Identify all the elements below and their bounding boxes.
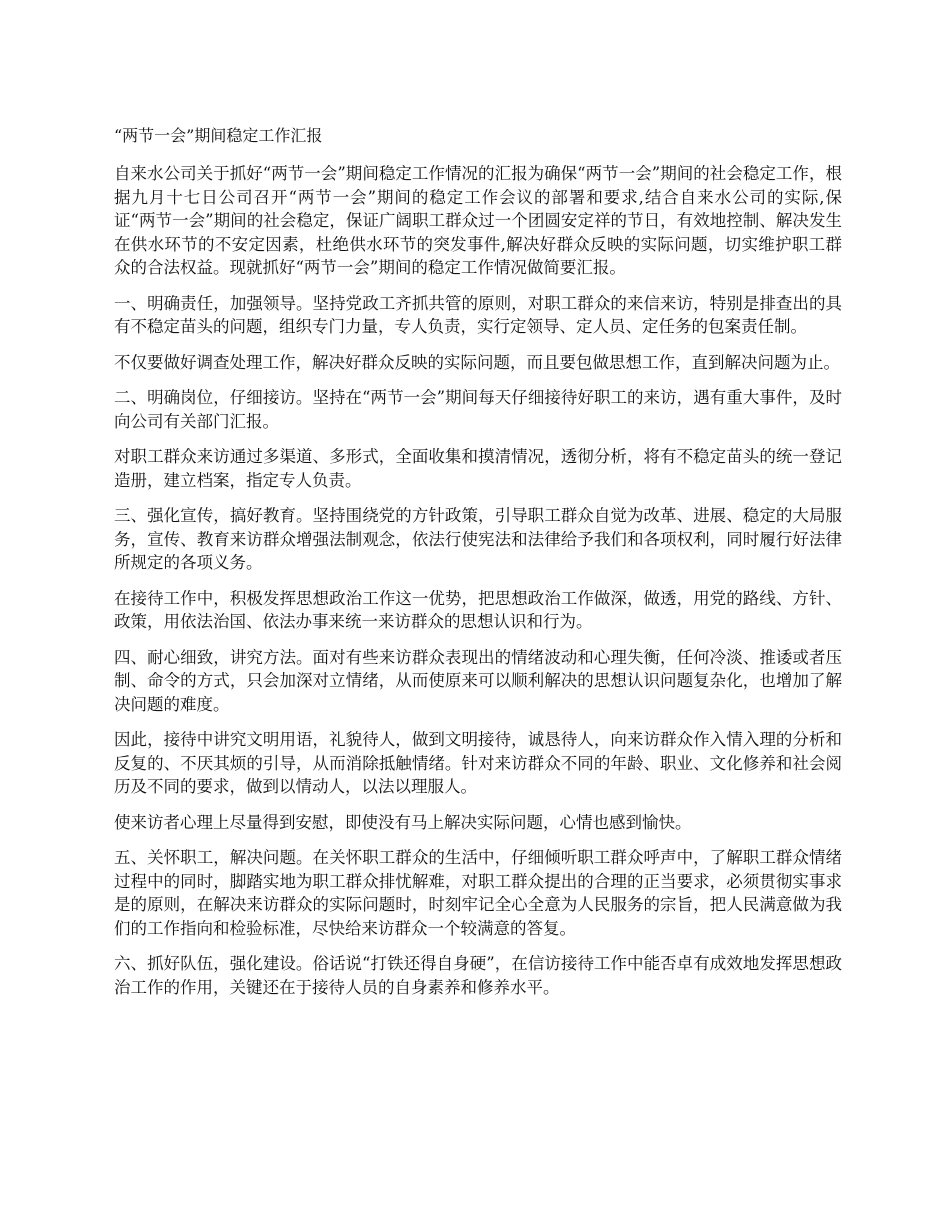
document-page — [114, 124, 842, 1011]
paragraph-section-3-detail: 在接待工作中，积极发挥思想政治工作这一优势，把思想政治工作做深，做透，用党的路线、方针、政策，用依法治国、依法办事来统一来访群众的思想认识和行为。 — [114, 588, 842, 631]
paragraph-section-4-conclusion: 使来访者心理上尽量得到安慰，即使没有马上解决实际问题，心情也感到愉快。 — [114, 812, 692, 832]
paragraph-section-2: 二、明确岗位，仔细接访。坚持在“两节一会”期间每天仔细接待好职工的来访，遇有重大事件，及时向公司有关部门汇报。 — [114, 388, 842, 431]
paragraph-section-4-detail: 因此，接待中讲究文明用语，礼貌待人，做到文明接待，诚恳待人，向来访群众作入情入理的分析和反复的、不厌其烦的引导，从而消除抵触情绪。针对来访群众不同的年龄、职业、文化修养和社会阅历及不同的要求，做到以情动人，以法以理服人。 — [114, 730, 842, 796]
paragraph-section-1-detail: 不仅要做好调查处理工作，解决好群众反映的实际问题，而且要包做思想工作，直到解决问题为止。 — [114, 352, 840, 372]
paragraph-section-2-detail: 对职工群众来访通过多渠道、多形式，全面收集和摸清情况，透彻分析，将有不稳定苗头的统一登记造册，建立档案，指定专人负责。 — [114, 447, 842, 490]
paragraph-section-6: 六、抓好队伍，强化建设。俗话说“打铁还得自身硬”，在信访接待工作中能否卓有成效地发挥思想政治工作的作用，关键还在于接待人员的自身素养和修养水平。 — [114, 954, 842, 997]
paragraph-section-3: 三、强化宣传，搞好教育。坚持围绕党的方针政策，引导职工群众自觉为改革、进展、稳定的大局服务，宣传、教育来访群众增强法制观念，依法行使宪法和法律给予我们和各项权利，同时履行好法律所规定的各项义务。 — [114, 506, 842, 572]
paragraph-section-5: 五、关怀职工，解决问题。在关怀职工群众的生活中，仔细倾听职工群众呼声中，了解职工群众情绪过程中的同时，脚踏实地为职工群众排忧解难，对职工群众提出的合理的正当要求，必须贯彻实事求是的原则，在解决来访群众的实际问题时，时刻牢记全心全意为人民服务的宗旨，把人民满意做为我们的工作指向和检验标准，尽快给来访群众一个较满意的答复。 — [114, 848, 842, 938]
paragraph-section-4: 四、耐心细致，讲究方法。面对有些来访群众表现出的情绪波动和心理失衡，任何冷淡、推诿或者压制、命令的方式，只会加深对立情绪，从而使原来可以顺利解决的思想认识问题复杂化，也增加了解决问题的难度。 — [114, 647, 842, 714]
paragraph-intro: 自来水公司关于抓好“两节一会”期间稳定工作情况的汇报为确保“两节一会”期间的社会稳定工作，根据九月十七日公司召开“两节一会”期间的稳定工作会议的部署和要求,结合自来水公司的实际,保证“两节一会”期间的社会稳定，保证广阔职工群众过一个团圆安定祥的节日，有效地控制、解决发生在供水环节的不安定因素，杜绝供水环节的突发事件,解决好群众反映的实际问题，切实维护职工群众的合法权益。现就抓好“两节一会”期间的稳定工作情况做简要汇报。 — [114, 164, 842, 277]
paragraph-section-1: 一、明确责任，加强领导。坚持党政工齐抓共管的原则，对职工群众的来信来访，特别是排查出的具有不稳定苗头的问题，组织专门力量，专人负责，实行定领导、定人员、定任务的包案责任制。 — [114, 293, 842, 336]
document-title: “两节一会”期间稳定工作汇报 — [114, 126, 323, 145]
